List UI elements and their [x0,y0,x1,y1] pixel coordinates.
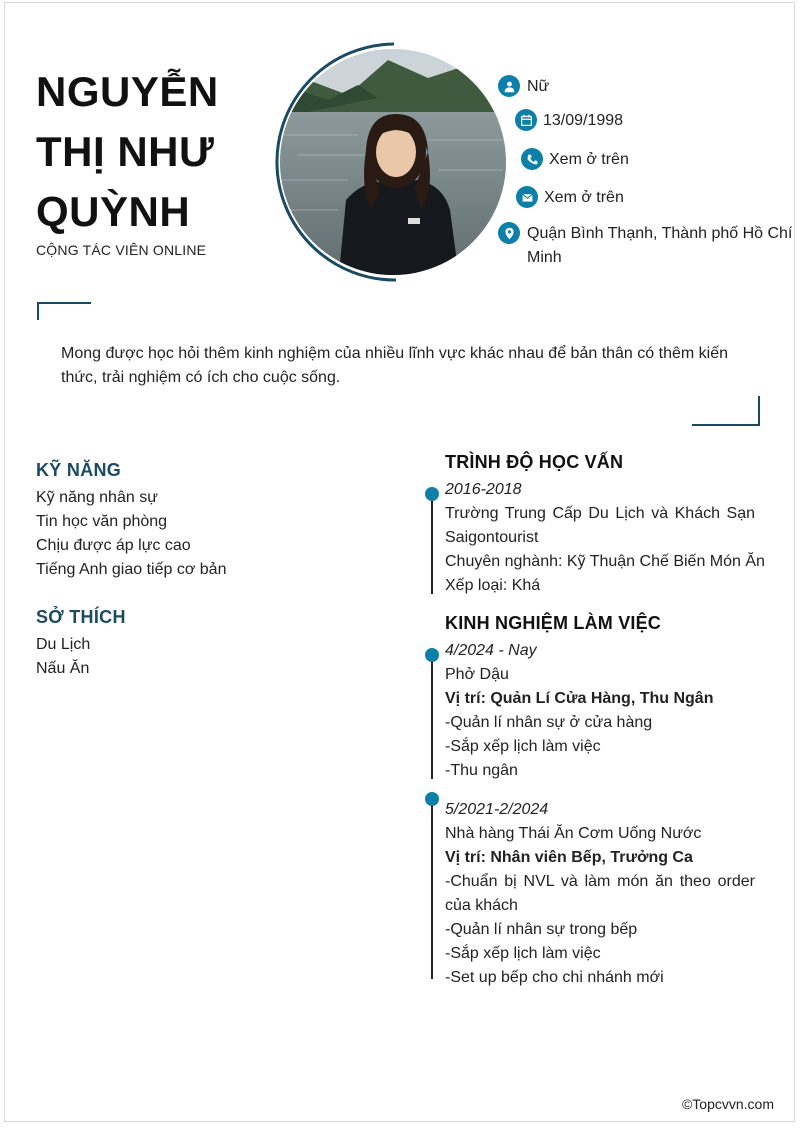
job-entry-1 [445,639,755,783]
email-text: Xem ở trên [544,189,624,206]
objective-line-1: Mong được học hỏi thêm kinh nghiệm của nhiều lĩnh vực khác nhau để bản thân có thêm kiến [61,345,728,362]
job-duty: -Sắp xếp lịch làm việc [445,738,601,755]
objective-corner-bottom-right [692,396,760,426]
skill-item: Chịu được áp lực cao [36,537,191,554]
address-line-1: Quận Bình Thạnh, Thành phố Hồ Chí [527,225,793,242]
name-line-3: QUỲNH [36,188,191,235]
job-duty: -Chuẩn bị NVL và làm món ăn theo order [445,873,755,890]
school-line-2: Saigontourist [445,529,539,546]
candidate-name [36,62,266,242]
phone-text: Xem ở trên [549,151,629,168]
education-title: TRÌNH ĐỘ HỌC VẤN [445,452,624,472]
job-duty: -Quản lí nhân sự trong bếp [445,921,638,938]
timeline-dot [425,792,439,806]
education-date: 2016-2018 [445,481,522,498]
skills-list [36,486,226,582]
birthday-text: 13/09/1998 [543,112,624,129]
skill-item: Tiếng Anh giao tiếp cơ bản [36,561,227,578]
job-position: Vị trí: Nhân viên Bếp, Trưởng Ca [445,849,693,866]
timeline-line-job-1 [431,657,433,779]
hobbies-title: SỞ THÍCH [36,607,126,627]
job-company: Phở Dậu [445,666,509,683]
timeline-line-education [431,496,433,594]
hobby-item: Nấu Ăn [36,660,90,677]
job-entry-2 [445,798,755,990]
name-line-1: NGUYỄN [36,68,219,115]
job-date: 5/2021-2/2024 [445,801,549,818]
skill-item: Kỹ năng nhân sự [36,489,158,506]
calendar-icon [515,109,537,131]
timeline-dot [425,487,439,501]
job-duty: -Thu ngân [445,762,518,779]
experience-title: KINH NGHIỆM LÀM VIỆC [445,613,662,633]
skill-item: Tin học văn phòng [36,513,168,530]
gender-text: Nữ [527,78,550,95]
timeline-dot [425,648,439,662]
name-line-2: THỊ NHƯ [36,128,215,175]
job-title: CỘNG TÁC VIÊN ONLINE [36,242,207,258]
career-objective [61,342,741,390]
job-date: 4/2024 - Nay [445,642,537,659]
hobbies-list [36,633,90,681]
mail-icon [516,186,538,208]
objective-corner-top-left [37,302,91,320]
address-line-2: Minh [527,249,562,266]
profile-photo [268,40,512,284]
footer-credit: ©Topcvvn.com [681,1096,774,1112]
major: Chuyên nghành: Kỹ Thuận Chế Biến Món Ăn [445,553,765,570]
objective-line-2: thức, trải nghiệm có ích cho cuộc sống. [61,369,341,386]
education-entry [445,478,765,598]
grade: Xếp loại: Khá [445,577,541,594]
job-duty: -Sắp xếp lịch làm việc [445,945,601,962]
job-duty: -Quản lí nhân sự ở cửa hàng [445,714,653,731]
job-duty: của khách [445,897,518,914]
hobby-item: Du Lịch [36,636,91,653]
person-icon [498,75,520,97]
timeline-line-job-2 [431,801,433,979]
job-position: Vị trí: Quản Lí Cửa Hàng, Thu Ngân [445,690,714,707]
job-company: Nhà hàng Thái Ăn Cơm Uống Nước [445,825,702,842]
phone-icon [521,148,543,170]
location-icon [498,222,520,244]
job-duty: -Set up bếp cho chi nhánh mới [445,969,664,986]
school-line-1: Trường Trung Cấp Du Lịch và Khách Sạn [445,505,755,522]
skills-title: KỸ NĂNG [36,460,122,480]
